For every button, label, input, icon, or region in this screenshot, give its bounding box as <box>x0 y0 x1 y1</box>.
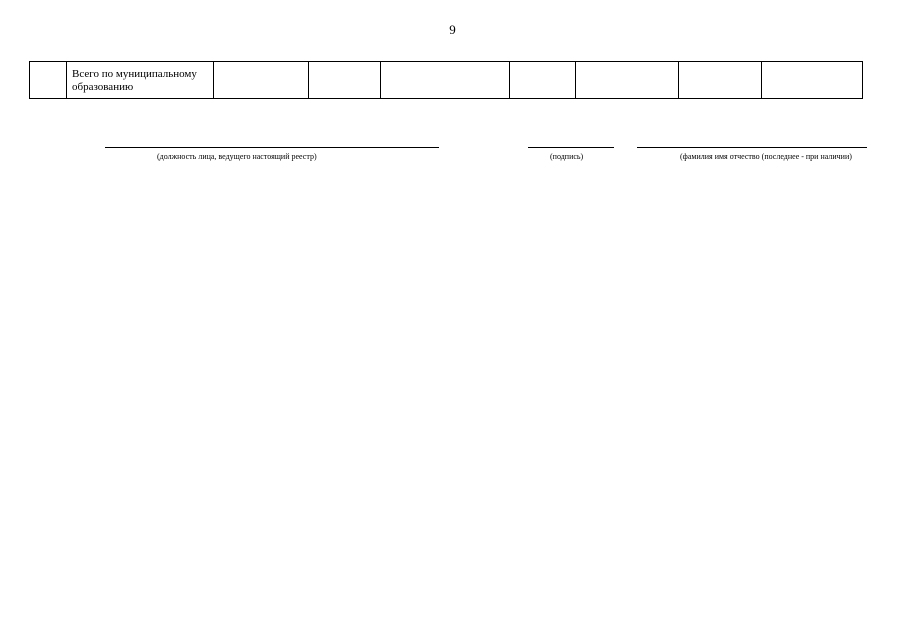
table-cell <box>381 62 510 99</box>
table-cell <box>576 62 679 99</box>
signature-line <box>528 147 614 148</box>
table-cell <box>679 62 762 99</box>
position-caption: (должность лица, ведущего настоящий реестр) <box>157 152 317 161</box>
table-cell <box>309 62 381 99</box>
table-cell <box>762 62 863 99</box>
name-signature-line <box>637 147 867 148</box>
page-number: 9 <box>449 22 456 37</box>
signature-caption: (подпись) <box>550 152 584 161</box>
name-caption: (фамилия имя отчество (последнее - при наличии) <box>680 152 852 161</box>
table-cell <box>214 62 309 99</box>
total-row-label: Всего по муниципальному образованию <box>67 62 214 99</box>
total-row <box>30 62 863 99</box>
registry-total-table <box>29 61 863 99</box>
position-signature-line <box>105 147 439 148</box>
table-cell <box>510 62 576 99</box>
table-cell-number <box>30 62 67 99</box>
